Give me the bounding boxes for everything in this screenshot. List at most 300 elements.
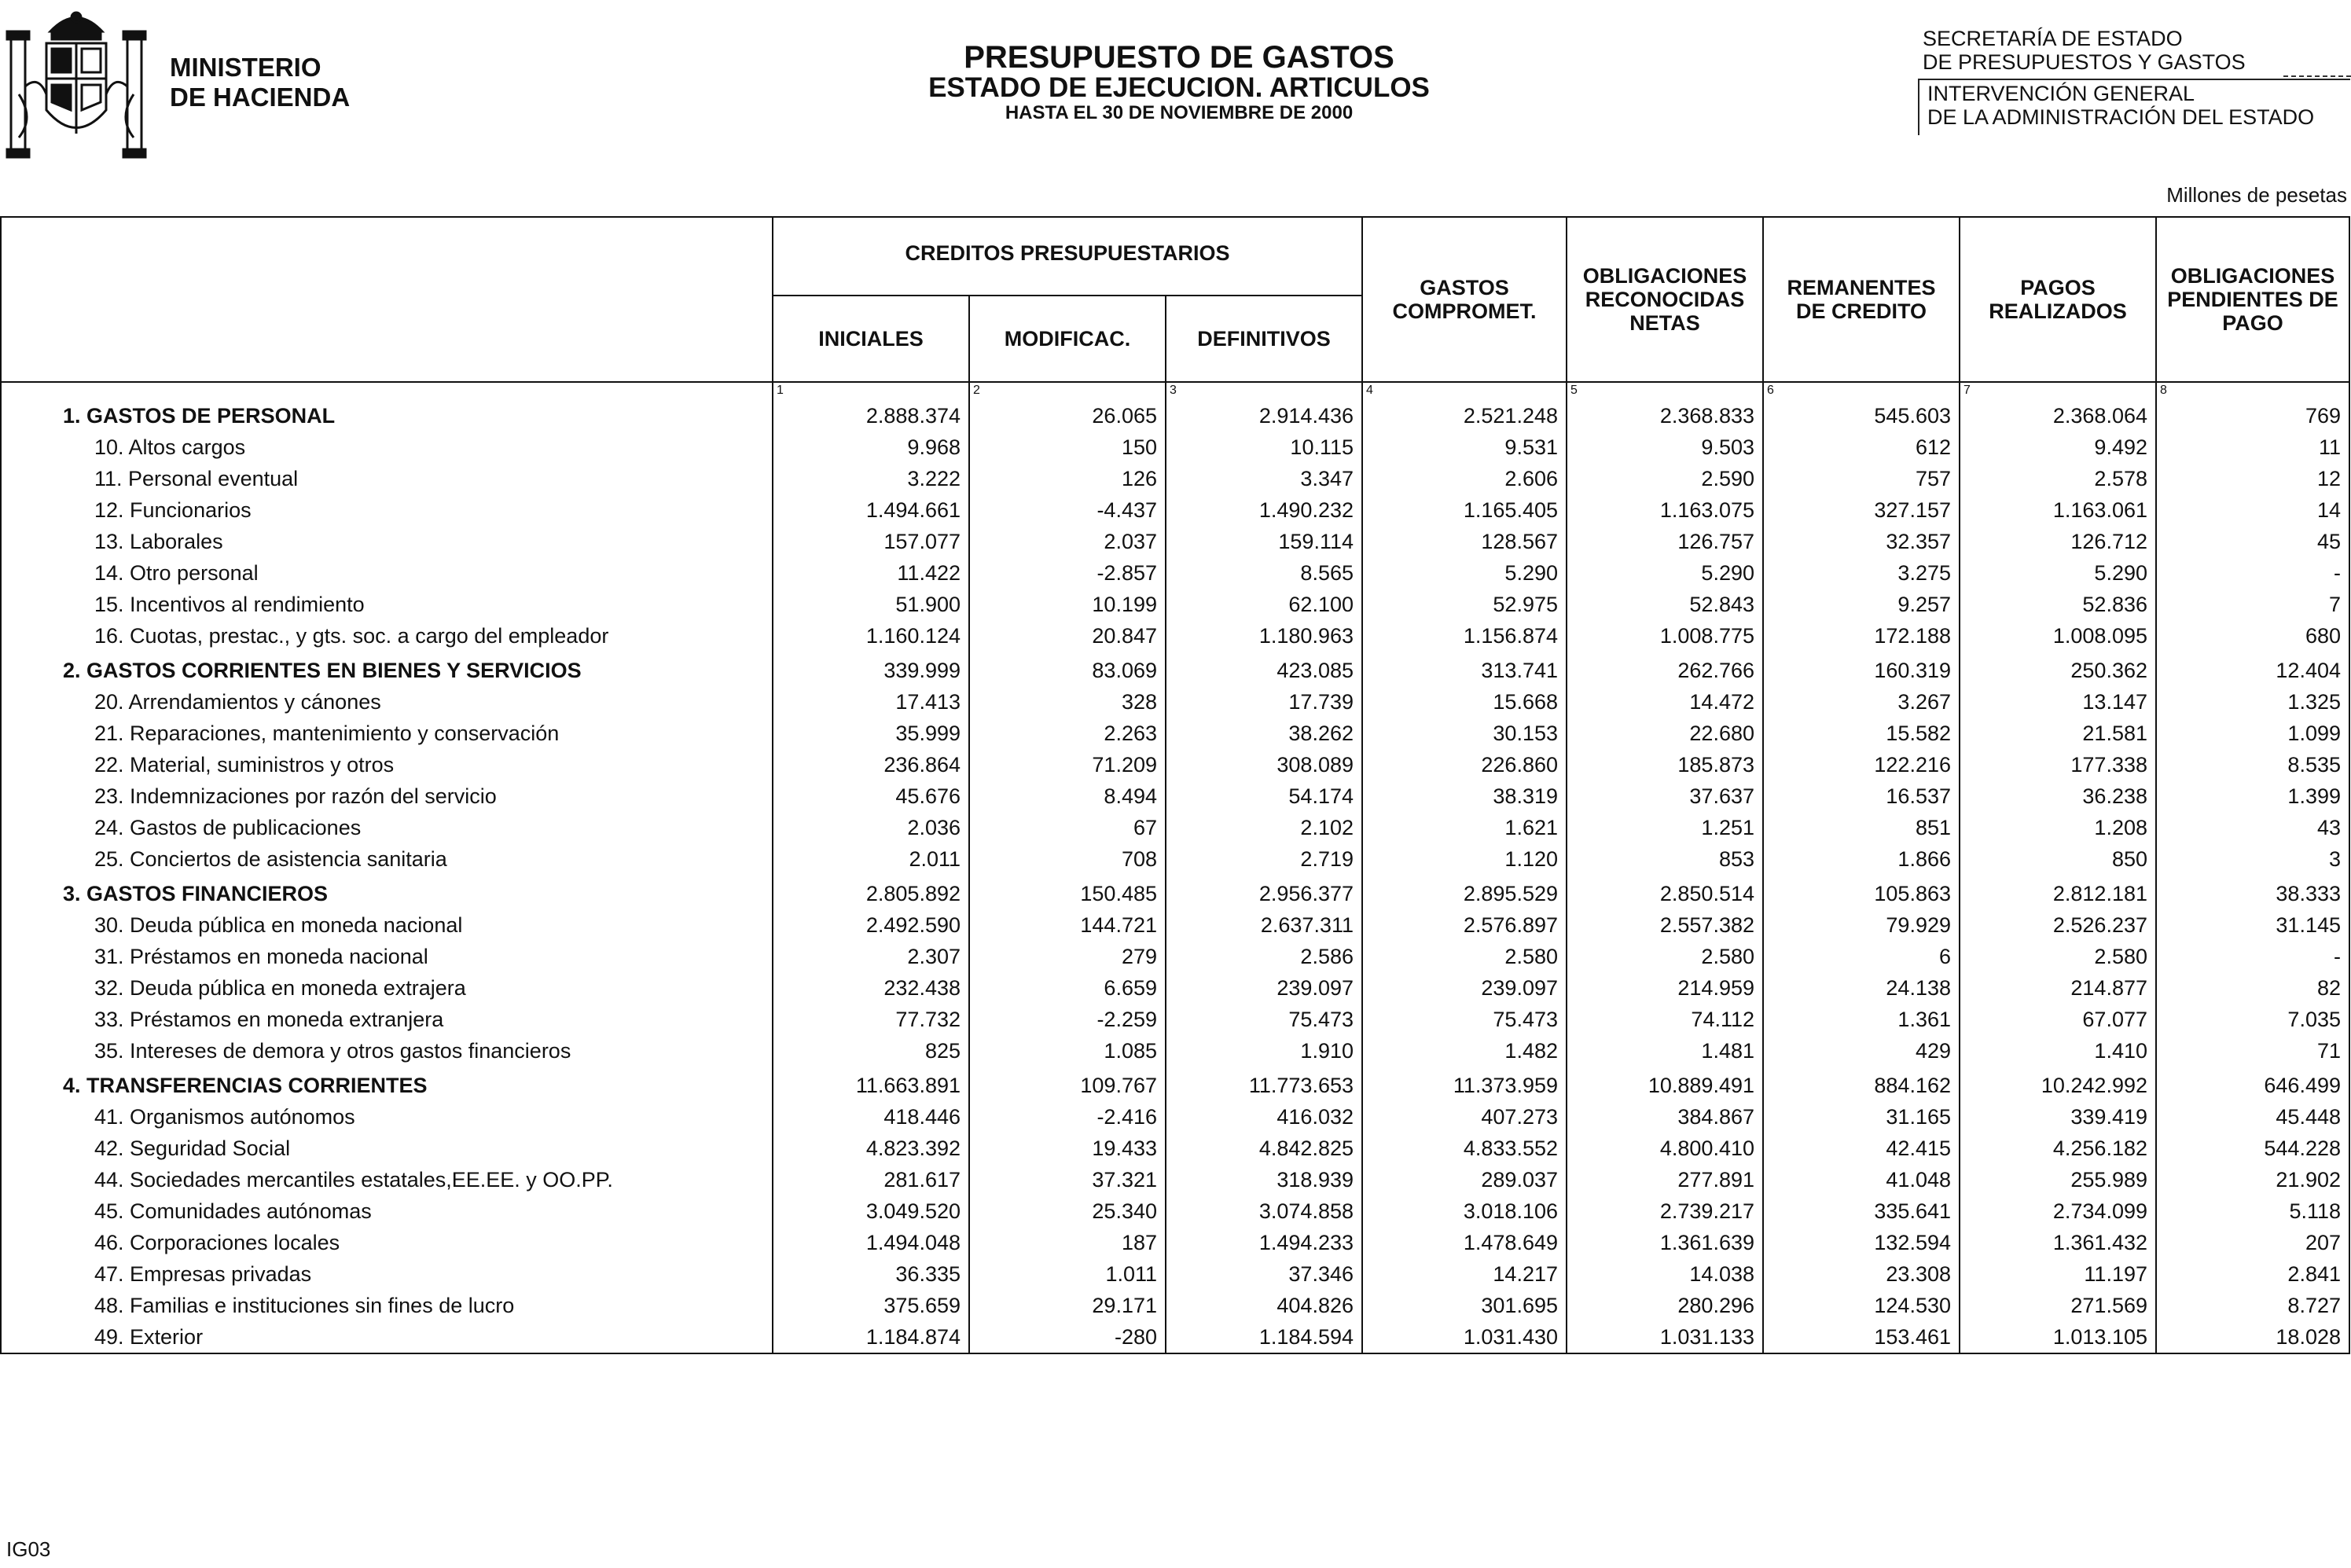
secretaria-block: [1923, 27, 2246, 74]
table-row: [1, 686, 2349, 718]
value-cell: 2.263: [969, 718, 1166, 749]
value-cell: 1.008.095: [1960, 620, 2156, 652]
header-remanentes: [1763, 217, 1960, 382]
value-cell: 708: [969, 843, 1166, 875]
value-cell: 36.335: [773, 1258, 969, 1290]
units-label: Millones de pesetas: [2166, 183, 2347, 207]
value-cell: 2.102: [1166, 812, 1362, 843]
header-oblig-line-1: OBLIGACIONES: [1582, 264, 1747, 288]
value-cell: -2.857: [969, 557, 1166, 589]
value-cell: 3.267: [1763, 686, 1960, 718]
value-cell: 2.580: [1960, 941, 2156, 972]
value-cell: 339.419: [1960, 1101, 2156, 1133]
value-cell: 172.188: [1763, 620, 1960, 652]
value-cell: 1.410: [1960, 1035, 2156, 1067]
row-label: 24. Gastos de publicaciones: [1, 812, 773, 843]
value-cell: 31.145: [2156, 909, 2349, 941]
secretaria-line-2: DE PRESUPUESTOS Y GASTOS: [1923, 50, 2246, 74]
value-cell: 375.659: [773, 1290, 969, 1321]
value-cell: 160.319: [1763, 652, 1960, 686]
table-row: [1, 941, 2349, 972]
value-cell: 14: [2156, 494, 2349, 526]
intervencion-line-2: DE LA ADMINISTRACIÓN DEL ESTADO: [1927, 105, 2315, 129]
value-cell: 4.833.552: [1362, 1133, 1567, 1164]
value-cell: 105.863: [1763, 875, 1960, 909]
value-cell: 429: [1763, 1035, 1960, 1067]
value-cell: 2.526.237: [1960, 909, 2156, 941]
budget-table: [0, 216, 2350, 1354]
value-cell: -2.259: [969, 1004, 1166, 1035]
table-row: [1, 1321, 2349, 1353]
section-row: [1, 875, 2349, 909]
value-cell: 2.895.529: [1362, 875, 1567, 909]
table-row: [1, 557, 2349, 589]
table-row: [1, 494, 2349, 526]
table-row: [1, 589, 2349, 620]
table-row: [1, 431, 2349, 463]
value-cell: 15.582: [1763, 718, 1960, 749]
value-cell: 157.077: [773, 526, 969, 557]
row-label: 45. Comunidades autónomas: [1, 1195, 773, 1227]
value-cell: 4.256.182: [1960, 1133, 2156, 1164]
row-label: 35. Intereses de demora y otros gastos financieros: [1, 1035, 773, 1067]
value-cell: 1.165.405: [1362, 494, 1567, 526]
value-cell: 289.037: [1362, 1164, 1567, 1195]
value-cell: 159.114: [1166, 526, 1362, 557]
value-cell: 74.112: [1567, 1004, 1763, 1035]
value-cell: 126.757: [1567, 526, 1763, 557]
value-cell: 150: [969, 431, 1166, 463]
row-label: 13. Laborales: [1, 526, 773, 557]
value-cell: 3.275: [1763, 557, 1960, 589]
value-cell: 9.968: [773, 431, 969, 463]
value-cell: 8.494: [969, 780, 1166, 812]
table-row: [1, 1258, 2349, 1290]
value-cell: 207: [2156, 1227, 2349, 1258]
column-number-blank: [1, 382, 773, 400]
header-iniciales: INICIALES: [773, 296, 969, 382]
row-label: 31. Préstamos en moneda nacional: [1, 941, 773, 972]
value-cell: 2.888.374: [773, 400, 969, 431]
value-cell: 9.257: [1763, 589, 1960, 620]
value-cell: 3.049.520: [773, 1195, 969, 1227]
column-number: 3: [1166, 382, 1362, 400]
value-cell: 2.734.099: [1960, 1195, 2156, 1227]
value-cell: 38.262: [1166, 718, 1362, 749]
value-cell: 757: [1763, 463, 1960, 494]
header-pend-line-1: OBLIGACIONES: [2170, 264, 2335, 288]
value-cell: 9.531: [1362, 431, 1567, 463]
value-cell: 11.373.959: [1362, 1067, 1567, 1101]
row-label: 16. Cuotas, prestac., y gts. soc. a cargo del empleador: [1, 620, 773, 652]
value-cell: 41.048: [1763, 1164, 1960, 1195]
value-cell: 5.118: [2156, 1195, 2349, 1227]
value-cell: 11.422: [773, 557, 969, 589]
value-cell: 67.077: [1960, 1004, 2156, 1035]
value-cell: 239.097: [1166, 972, 1362, 1004]
value-cell: 1.866: [1763, 843, 1960, 875]
value-cell: 38.319: [1362, 780, 1567, 812]
column-number: 7: [1960, 382, 2156, 400]
section-row: [1, 652, 2349, 686]
value-cell: 13.147: [1960, 686, 2156, 718]
value-cell: 1.120: [1362, 843, 1567, 875]
value-cell: 42.415: [1763, 1133, 1960, 1164]
value-cell: 1.399: [2156, 780, 2349, 812]
table-row: [1, 843, 2349, 875]
value-cell: 853: [1567, 843, 1763, 875]
value-cell: 5.290: [1362, 557, 1567, 589]
value-cell: 144.721: [969, 909, 1166, 941]
value-cell: 416.032: [1166, 1101, 1362, 1133]
value-cell: 18.028: [2156, 1321, 2349, 1353]
value-cell: 2.719: [1166, 843, 1362, 875]
row-label: 48. Familias e instituciones sin fines de lucro: [1, 1290, 773, 1321]
secretaria-line-1: SECRETARÍA DE ESTADO: [1923, 27, 2183, 50]
value-cell: 1.085: [969, 1035, 1166, 1067]
value-cell: 313.741: [1362, 652, 1567, 686]
value-cell: 8.565: [1166, 557, 1362, 589]
value-cell: 545.603: [1763, 400, 1960, 431]
value-cell: 77.732: [773, 1004, 969, 1035]
section-row: [1, 400, 2349, 431]
value-cell: 2.036: [773, 812, 969, 843]
row-label: 23. Indemnizaciones por razón del servicio: [1, 780, 773, 812]
row-label: 15. Incentivos al rendimiento: [1, 589, 773, 620]
value-cell: 54.174: [1166, 780, 1362, 812]
table-row: [1, 1101, 2349, 1133]
value-cell: 11.663.891: [773, 1067, 969, 1101]
column-number: 2: [969, 382, 1166, 400]
value-cell: 25.340: [969, 1195, 1166, 1227]
value-cell: 3.347: [1166, 463, 1362, 494]
value-cell: 52.836: [1960, 589, 2156, 620]
value-cell: -2.416: [969, 1101, 1166, 1133]
value-cell: 281.617: [773, 1164, 969, 1195]
table-row: [1, 780, 2349, 812]
value-cell: 214.877: [1960, 972, 2156, 1004]
value-cell: 1.621: [1362, 812, 1567, 843]
header-oblig-line-3: NETAS: [1629, 311, 1700, 335]
value-cell: 21.581: [1960, 718, 2156, 749]
value-cell: 1.910: [1166, 1035, 1362, 1067]
value-cell: 2.812.181: [1960, 875, 2156, 909]
value-cell: 37.346: [1166, 1258, 1362, 1290]
value-cell: 2.805.892: [773, 875, 969, 909]
value-cell: 279: [969, 941, 1166, 972]
value-cell: 1.490.232: [1166, 494, 1362, 526]
value-cell: 423.085: [1166, 652, 1362, 686]
column-number: 1: [773, 382, 969, 400]
report-period: HASTA EL 30 DE NOVIEMBRE DE 2000: [1005, 102, 1354, 123]
value-cell: 884.162: [1763, 1067, 1960, 1101]
row-label: 44. Sociedades mercantiles estatales,EE.EE. y OO.PP.: [1, 1164, 773, 1195]
value-cell: 71.209: [969, 749, 1166, 780]
value-cell: 6: [1763, 941, 1960, 972]
value-cell: 232.438: [773, 972, 969, 1004]
value-cell: 2.368.833: [1567, 400, 1763, 431]
value-cell: 1.482: [1362, 1035, 1567, 1067]
value-cell: 2.850.514: [1567, 875, 1763, 909]
value-cell: 75.473: [1362, 1004, 1567, 1035]
value-cell: -: [2156, 557, 2349, 589]
value-cell: 1.031.430: [1362, 1321, 1567, 1353]
value-cell: 79.929: [1763, 909, 1960, 941]
value-cell: 9.503: [1567, 431, 1763, 463]
value-cell: 1.184.594: [1166, 1321, 1362, 1353]
value-cell: 11.773.653: [1166, 1067, 1362, 1101]
value-cell: 2.590: [1567, 463, 1763, 494]
value-cell: 280.296: [1567, 1290, 1763, 1321]
value-cell: 22.680: [1567, 718, 1763, 749]
value-cell: 1.163.075: [1567, 494, 1763, 526]
value-cell: 29.171: [969, 1290, 1166, 1321]
value-cell: 2.739.217: [1567, 1195, 1763, 1227]
value-cell: 2.521.248: [1362, 400, 1567, 431]
value-cell: 10.889.491: [1567, 1067, 1763, 1101]
value-cell: 36.238: [1960, 780, 2156, 812]
value-cell: 769: [2156, 400, 2349, 431]
value-cell: 32.357: [1763, 526, 1960, 557]
table-row: [1, 1227, 2349, 1258]
value-cell: 226.860: [1362, 749, 1567, 780]
value-cell: 45: [2156, 526, 2349, 557]
ministry-line-1: MINISTERIO: [170, 53, 321, 82]
value-cell: 327.157: [1763, 494, 1960, 526]
value-cell: 1.184.874: [773, 1321, 969, 1353]
value-cell: 825: [773, 1035, 969, 1067]
table-row: [1, 718, 2349, 749]
value-cell: 1.160.124: [773, 620, 969, 652]
value-cell: 35.999: [773, 718, 969, 749]
value-cell: 16.537: [1763, 780, 1960, 812]
value-cell: 17.739: [1166, 686, 1362, 718]
ministry-name: [170, 53, 350, 112]
row-label: 21. Reparaciones, mantenimiento y conservación: [1, 718, 773, 749]
intervencion-block: [1927, 82, 2314, 129]
header-pagos-line-1: PAGOS: [2020, 276, 2096, 299]
table-row: [1, 749, 2349, 780]
value-cell: 680: [2156, 620, 2349, 652]
header-obligaciones-pendientes: [2156, 217, 2349, 382]
value-cell: 187: [969, 1227, 1166, 1258]
value-cell: 214.959: [1567, 972, 1763, 1004]
value-cell: 646.499: [2156, 1067, 2349, 1101]
header-obligaciones-reconocidas: [1567, 217, 1763, 382]
value-cell: 1.208: [1960, 812, 2156, 843]
value-cell: 239.097: [1362, 972, 1567, 1004]
value-cell: 301.695: [1362, 1290, 1567, 1321]
header-gastos-compromet: [1362, 217, 1567, 382]
value-cell: 45.448: [2156, 1101, 2349, 1133]
value-cell: 15.668: [1362, 686, 1567, 718]
section-label: 2. GASTOS CORRIENTES EN BIENES Y SERVICIOS: [1, 652, 773, 686]
header-blank: [1, 217, 773, 382]
value-cell: 1.099: [2156, 718, 2349, 749]
row-label: 32. Deuda pública en moneda extrajera: [1, 972, 773, 1004]
value-cell: 612: [1763, 431, 1960, 463]
column-number: 8: [2156, 382, 2349, 400]
value-cell: 2.841: [2156, 1258, 2349, 1290]
value-cell: 1.478.649: [1362, 1227, 1567, 1258]
section-label: 1. GASTOS DE PERSONAL: [1, 400, 773, 431]
value-cell: 2.580: [1567, 941, 1763, 972]
row-label: 20. Arrendamientos y cánones: [1, 686, 773, 718]
column-number: 6: [1763, 382, 1960, 400]
table-row: [1, 1004, 2349, 1035]
value-cell: 14.472: [1567, 686, 1763, 718]
value-cell: 2.576.897: [1362, 909, 1567, 941]
value-cell: 2.578: [1960, 463, 2156, 494]
header-creditos-presupuestarios: CREDITOS PRESUPUESTARIOS: [773, 217, 1362, 296]
footer-code: IG03: [6, 1537, 51, 1561]
table-row: [1, 1290, 2349, 1321]
value-cell: 418.446: [773, 1101, 969, 1133]
value-cell: -: [2156, 941, 2349, 972]
value-cell: 1.494.048: [773, 1227, 969, 1258]
header-definitivos: DEFINITIVOS: [1166, 296, 1362, 382]
value-cell: 6.659: [969, 972, 1166, 1004]
divider: [2283, 75, 2351, 77]
value-cell: 20.847: [969, 620, 1166, 652]
header-pagos-line-2: REALIZADOS: [1989, 299, 2127, 323]
value-cell: 5.290: [1567, 557, 1763, 589]
header-modificac: MODIFICAC.: [969, 296, 1166, 382]
value-cell: 122.216: [1763, 749, 1960, 780]
value-cell: 2.037: [969, 526, 1166, 557]
value-cell: 850: [1960, 843, 2156, 875]
report-title-block: [786, 41, 1572, 124]
value-cell: 185.873: [1567, 749, 1763, 780]
table-row: [1, 972, 2349, 1004]
value-cell: 31.165: [1763, 1101, 1960, 1133]
table-row: [1, 620, 2349, 652]
value-cell: 236.864: [773, 749, 969, 780]
value-cell: 2.492.590: [773, 909, 969, 941]
table-row: [1, 463, 2349, 494]
value-cell: 8.727: [2156, 1290, 2349, 1321]
value-cell: 10.199: [969, 589, 1166, 620]
value-cell: 4.842.825: [1166, 1133, 1362, 1164]
value-cell: 1.361: [1763, 1004, 1960, 1035]
row-label: 46. Corporaciones locales: [1, 1227, 773, 1258]
header-pagos-realizados: [1960, 217, 2156, 382]
value-cell: 2.586: [1166, 941, 1362, 972]
value-cell: 2.368.064: [1960, 400, 2156, 431]
value-cell: 83.069: [969, 652, 1166, 686]
value-cell: 3: [2156, 843, 2349, 875]
value-cell: 1.481: [1567, 1035, 1763, 1067]
table-row: [1, 909, 2349, 941]
row-label: 47. Empresas privadas: [1, 1258, 773, 1290]
section-label: 3. GASTOS FINANCIEROS: [1, 875, 773, 909]
value-cell: 250.362: [1960, 652, 2156, 686]
intervencion-line-1: INTERVENCIÓN GENERAL: [1927, 82, 2195, 105]
value-cell: 1.013.105: [1960, 1321, 2156, 1353]
value-cell: 4.800.410: [1567, 1133, 1763, 1164]
value-cell: 2.580: [1362, 941, 1567, 972]
value-cell: 10.115: [1166, 431, 1362, 463]
value-cell: 10.242.992: [1960, 1067, 2156, 1101]
value-cell: 52.975: [1362, 589, 1567, 620]
value-cell: 11: [2156, 431, 2349, 463]
value-cell: 7.035: [2156, 1004, 2349, 1035]
value-cell: 4.823.392: [773, 1133, 969, 1164]
value-cell: 5.290: [1960, 557, 2156, 589]
row-label: 14. Otro personal: [1, 557, 773, 589]
row-label: 12. Funcionarios: [1, 494, 773, 526]
section-label: 4. TRANSFERENCIAS CORRIENTES: [1, 1067, 773, 1101]
value-cell: 262.766: [1567, 652, 1763, 686]
value-cell: 24.138: [1763, 972, 1960, 1004]
ministry-line-2: DE HACIENDA: [170, 83, 351, 112]
value-cell: 126.712: [1960, 526, 2156, 557]
value-cell: 1.163.061: [1960, 494, 2156, 526]
value-cell: 153.461: [1763, 1321, 1960, 1353]
value-cell: 23.308: [1763, 1258, 1960, 1290]
header-rem-line-1: REMANENTES: [1787, 276, 1936, 299]
value-cell: 384.867: [1567, 1101, 1763, 1133]
value-cell: -280: [969, 1321, 1166, 1353]
header-rem-line-2: DE CREDITO: [1795, 299, 1927, 323]
table-row: [1, 1133, 2349, 1164]
table-row: [1, 1035, 2349, 1067]
value-cell: 11.197: [1960, 1258, 2156, 1290]
value-cell: 12: [2156, 463, 2349, 494]
value-cell: 544.228: [2156, 1133, 2349, 1164]
value-cell: 7: [2156, 589, 2349, 620]
header-gastos-line-2: COMPROMET.: [1392, 299, 1537, 323]
value-cell: 132.594: [1763, 1227, 1960, 1258]
header-pend-line-3: PAGO: [2222, 311, 2283, 335]
row-label: 10. Altos cargos: [1, 431, 773, 463]
column-number: 4: [1362, 382, 1567, 400]
row-label: 49. Exterior: [1, 1321, 773, 1353]
table-row: [1, 1195, 2349, 1227]
column-number: 5: [1567, 382, 1763, 400]
value-cell: 1.361.432: [1960, 1227, 2156, 1258]
value-cell: 26.065: [969, 400, 1166, 431]
value-cell: 1.494.233: [1166, 1227, 1362, 1258]
value-cell: 126: [969, 463, 1166, 494]
value-cell: 62.100: [1166, 589, 1362, 620]
value-cell: 3.074.858: [1166, 1195, 1362, 1227]
value-cell: 318.939: [1166, 1164, 1362, 1195]
row-label: 25. Conciertos de asistencia sanitaria: [1, 843, 773, 875]
value-cell: 12.404: [2156, 652, 2349, 686]
value-cell: 75.473: [1166, 1004, 1362, 1035]
value-cell: 335.641: [1763, 1195, 1960, 1227]
value-cell: 52.843: [1567, 589, 1763, 620]
value-cell: 82: [2156, 972, 2349, 1004]
value-cell: 1.325: [2156, 686, 2349, 718]
table-row: [1, 1164, 2349, 1195]
value-cell: 37.321: [969, 1164, 1166, 1195]
value-cell: 128.567: [1362, 526, 1567, 557]
value-cell: 8.535: [2156, 749, 2349, 780]
value-cell: 2.914.436: [1166, 400, 1362, 431]
value-cell: 851: [1763, 812, 1960, 843]
value-cell: 1.156.874: [1362, 620, 1567, 652]
value-cell: 1.011: [969, 1258, 1166, 1290]
table-row: [1, 526, 2349, 557]
value-cell: 9.492: [1960, 431, 2156, 463]
value-cell: 2.606: [1362, 463, 1567, 494]
header-oblig-line-2: RECONOCIDAS: [1585, 288, 1745, 311]
value-cell: 1.494.661: [773, 494, 969, 526]
header-gastos-line-1: GASTOS: [1420, 276, 1509, 299]
value-cell: 45.676: [773, 780, 969, 812]
